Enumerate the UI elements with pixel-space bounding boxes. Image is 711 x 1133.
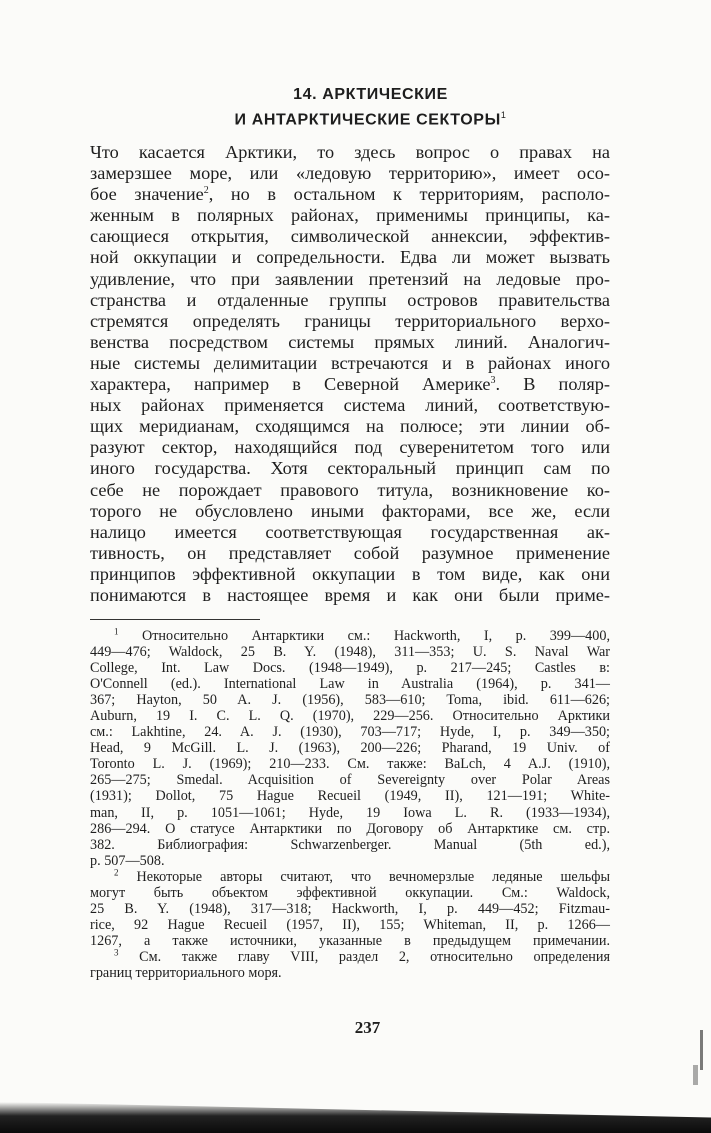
body-line: удивление, что при заявлении претензий на ледовые про- xyxy=(90,268,610,289)
body-line: налицо имеется соответствующая государственная ак- xyxy=(90,521,610,542)
body-line: Что касается Арктики, то здесь вопрос о правах на xyxy=(90,142,610,162)
footnote-1-line: Auburn, 19 I. C. L. Q. (1970), 229—256. Относительно Арктики xyxy=(90,708,610,725)
body-line: понимаются в настоящее время и как они были приме- xyxy=(90,584,610,605)
footnote-line-text: Некоторые авторы считают, что вечномерзлые ледяные шельфы xyxy=(118,868,610,885)
body-line: ной оккупации и сопредельности. Едва ли может вызвать xyxy=(90,247,610,268)
heading-line-1: 14. АРКТИЧЕСКИЕ xyxy=(293,86,448,103)
footnote-1-line: 367; Hayton, 50 A. J. (1956), 583—610; Toma, ibid. 611—626; xyxy=(90,692,610,709)
footnote-divider xyxy=(90,619,260,620)
body-line: торого не обусловлено иными факторами, все же, если xyxy=(90,500,610,521)
body-line-text: бое значение xyxy=(90,184,204,205)
footnote-2-line: rice, 92 Hague Recueil (1957, II), 155; Whiteman, II, p. 1266— xyxy=(90,916,610,933)
scan-dust-mark xyxy=(700,1030,703,1070)
body-line: разуют сектор, находящийся под суверенитетом того или xyxy=(90,437,610,458)
footnote-line-text: См. также главу VIII, раздел 2, относительно определения xyxy=(118,948,610,965)
body-line: ные системы делимитации встречаются и в районах иного xyxy=(90,352,610,373)
body-line-text: , но в остальном к территориям, располо- xyxy=(208,184,610,205)
footnote-2-line: 25 B. Y. (1948), 317—318; Hackworth, I, p. 449—452; Fitzmau- xyxy=(90,900,610,917)
scan-edge-shadow xyxy=(0,1102,711,1133)
footnote-2-number: 2 xyxy=(114,866,119,877)
scan-dust-mark xyxy=(693,1065,698,1085)
footnote-1-line: Head, 9 McGill. L. J. (1963), 200—226; Pharand, 19 Univ. of xyxy=(90,740,610,757)
footnote-1-line: Toronto L. J. (1969); 210—233. См. также: BaLch, 4 A.J. (1910), xyxy=(90,756,610,773)
heading-footnote-ref: 1 xyxy=(500,110,507,120)
footnote-2-line xyxy=(90,866,610,885)
footnote-1-line: O'Connell (ed.). International Law in Australia (1964), p. 341— xyxy=(90,676,610,693)
body-line: принципов эффективной оккупации в том виде, как они xyxy=(90,563,610,584)
heading-line-2 xyxy=(30,105,711,130)
footnote-2-line: могут быть объектом эффективной оккупации. См.: Waldock, xyxy=(90,884,610,901)
footnote-2-line: 1267, а также источники, указанные в предыдущем примечании. xyxy=(90,932,610,949)
heading-line-2-text: И АНТАРКТИЧЕСКИЕ СЕКТОРЫ xyxy=(234,111,501,129)
body-line: замерзшее море, или «ледовую территорию», имеет осо- xyxy=(90,163,610,184)
body-line: себе не порождает правового титула, возникновение ко- xyxy=(90,479,610,500)
footnote-1-line: см.: Lakhtine, 24. A. J. (1930), 703—717; Hyde, I, p. 349—350; xyxy=(90,724,610,741)
body-line: стремятся определять границы территориального верхо- xyxy=(90,310,610,331)
page-number: 237 xyxy=(354,1018,381,1037)
footnotes xyxy=(90,628,610,981)
body-line: тивность, он представляет собой разумное применение xyxy=(90,542,610,563)
body-line: сающиеся открытия, символической аннексии, эффектив- xyxy=(90,226,610,247)
body-line xyxy=(90,184,610,205)
footnote-1-line: man, II, p. 1051—1061; Hyde, 19 Iowa L. R. (1933—1934), xyxy=(90,804,610,821)
footnote-1-line: (1931); Dollot, 75 Hague Recueil (1949, II), 121—191; White- xyxy=(90,788,610,805)
body-line: ных районах применяется система линий, соответствую- xyxy=(90,395,610,416)
footnote-1-line: 265—275; Smedal. Acquisition of Severeignty over Polar Areas xyxy=(90,772,610,789)
body-line: иного государства. Хотя секторальный принцип сам по xyxy=(90,458,610,479)
footnote-1-line: 449—476; Waldock, 25 B. Y. (1948), 311—353; U. S. Naval War xyxy=(90,644,610,661)
body-line xyxy=(90,374,610,395)
footnote-ref-2: 2 xyxy=(203,185,209,197)
footnote-ref-3: 3 xyxy=(490,374,496,386)
footnote-1-line: 286—294. О статусе Антарктики по Договору об Антарктике см. стр. xyxy=(90,820,610,837)
section-heading xyxy=(0,84,711,130)
footnote-1-line: College, Int. Law Docs. (1948—1949), p. 217—245; Castles в: xyxy=(90,660,610,677)
body-line-text: характера, например в Северной Америке xyxy=(90,374,491,395)
footnote-3-line xyxy=(90,949,610,965)
footnote-1-line: 382. Библиография: Schwarzenberger. Manual (5th ed.), xyxy=(90,836,610,853)
footnote-3-line: границ территориального моря. xyxy=(90,964,282,981)
footnote-1-line: p. 507—508. xyxy=(90,852,165,869)
body-line: щих меридианам, сходящимся на полюсе; эти линии об- xyxy=(90,416,610,437)
footnote-line-text: Относительно Антарктики см.: Hackworth, I, p. 399—400, xyxy=(118,628,610,644)
body-line: странства и отдаленные группы островов правительства xyxy=(90,289,610,310)
body-line: венства посредством системы прямых линий. Аналогич- xyxy=(90,331,610,352)
body-line: женным в полярных районах, применимы принципы, ка- xyxy=(90,205,610,226)
body-paragraph xyxy=(90,142,610,606)
footnote-1-number: 1 xyxy=(114,626,119,637)
footnote-3-number: 3 xyxy=(114,947,119,958)
footnote-1-line xyxy=(90,628,610,644)
body-line-text: . В поляр- xyxy=(495,374,610,395)
